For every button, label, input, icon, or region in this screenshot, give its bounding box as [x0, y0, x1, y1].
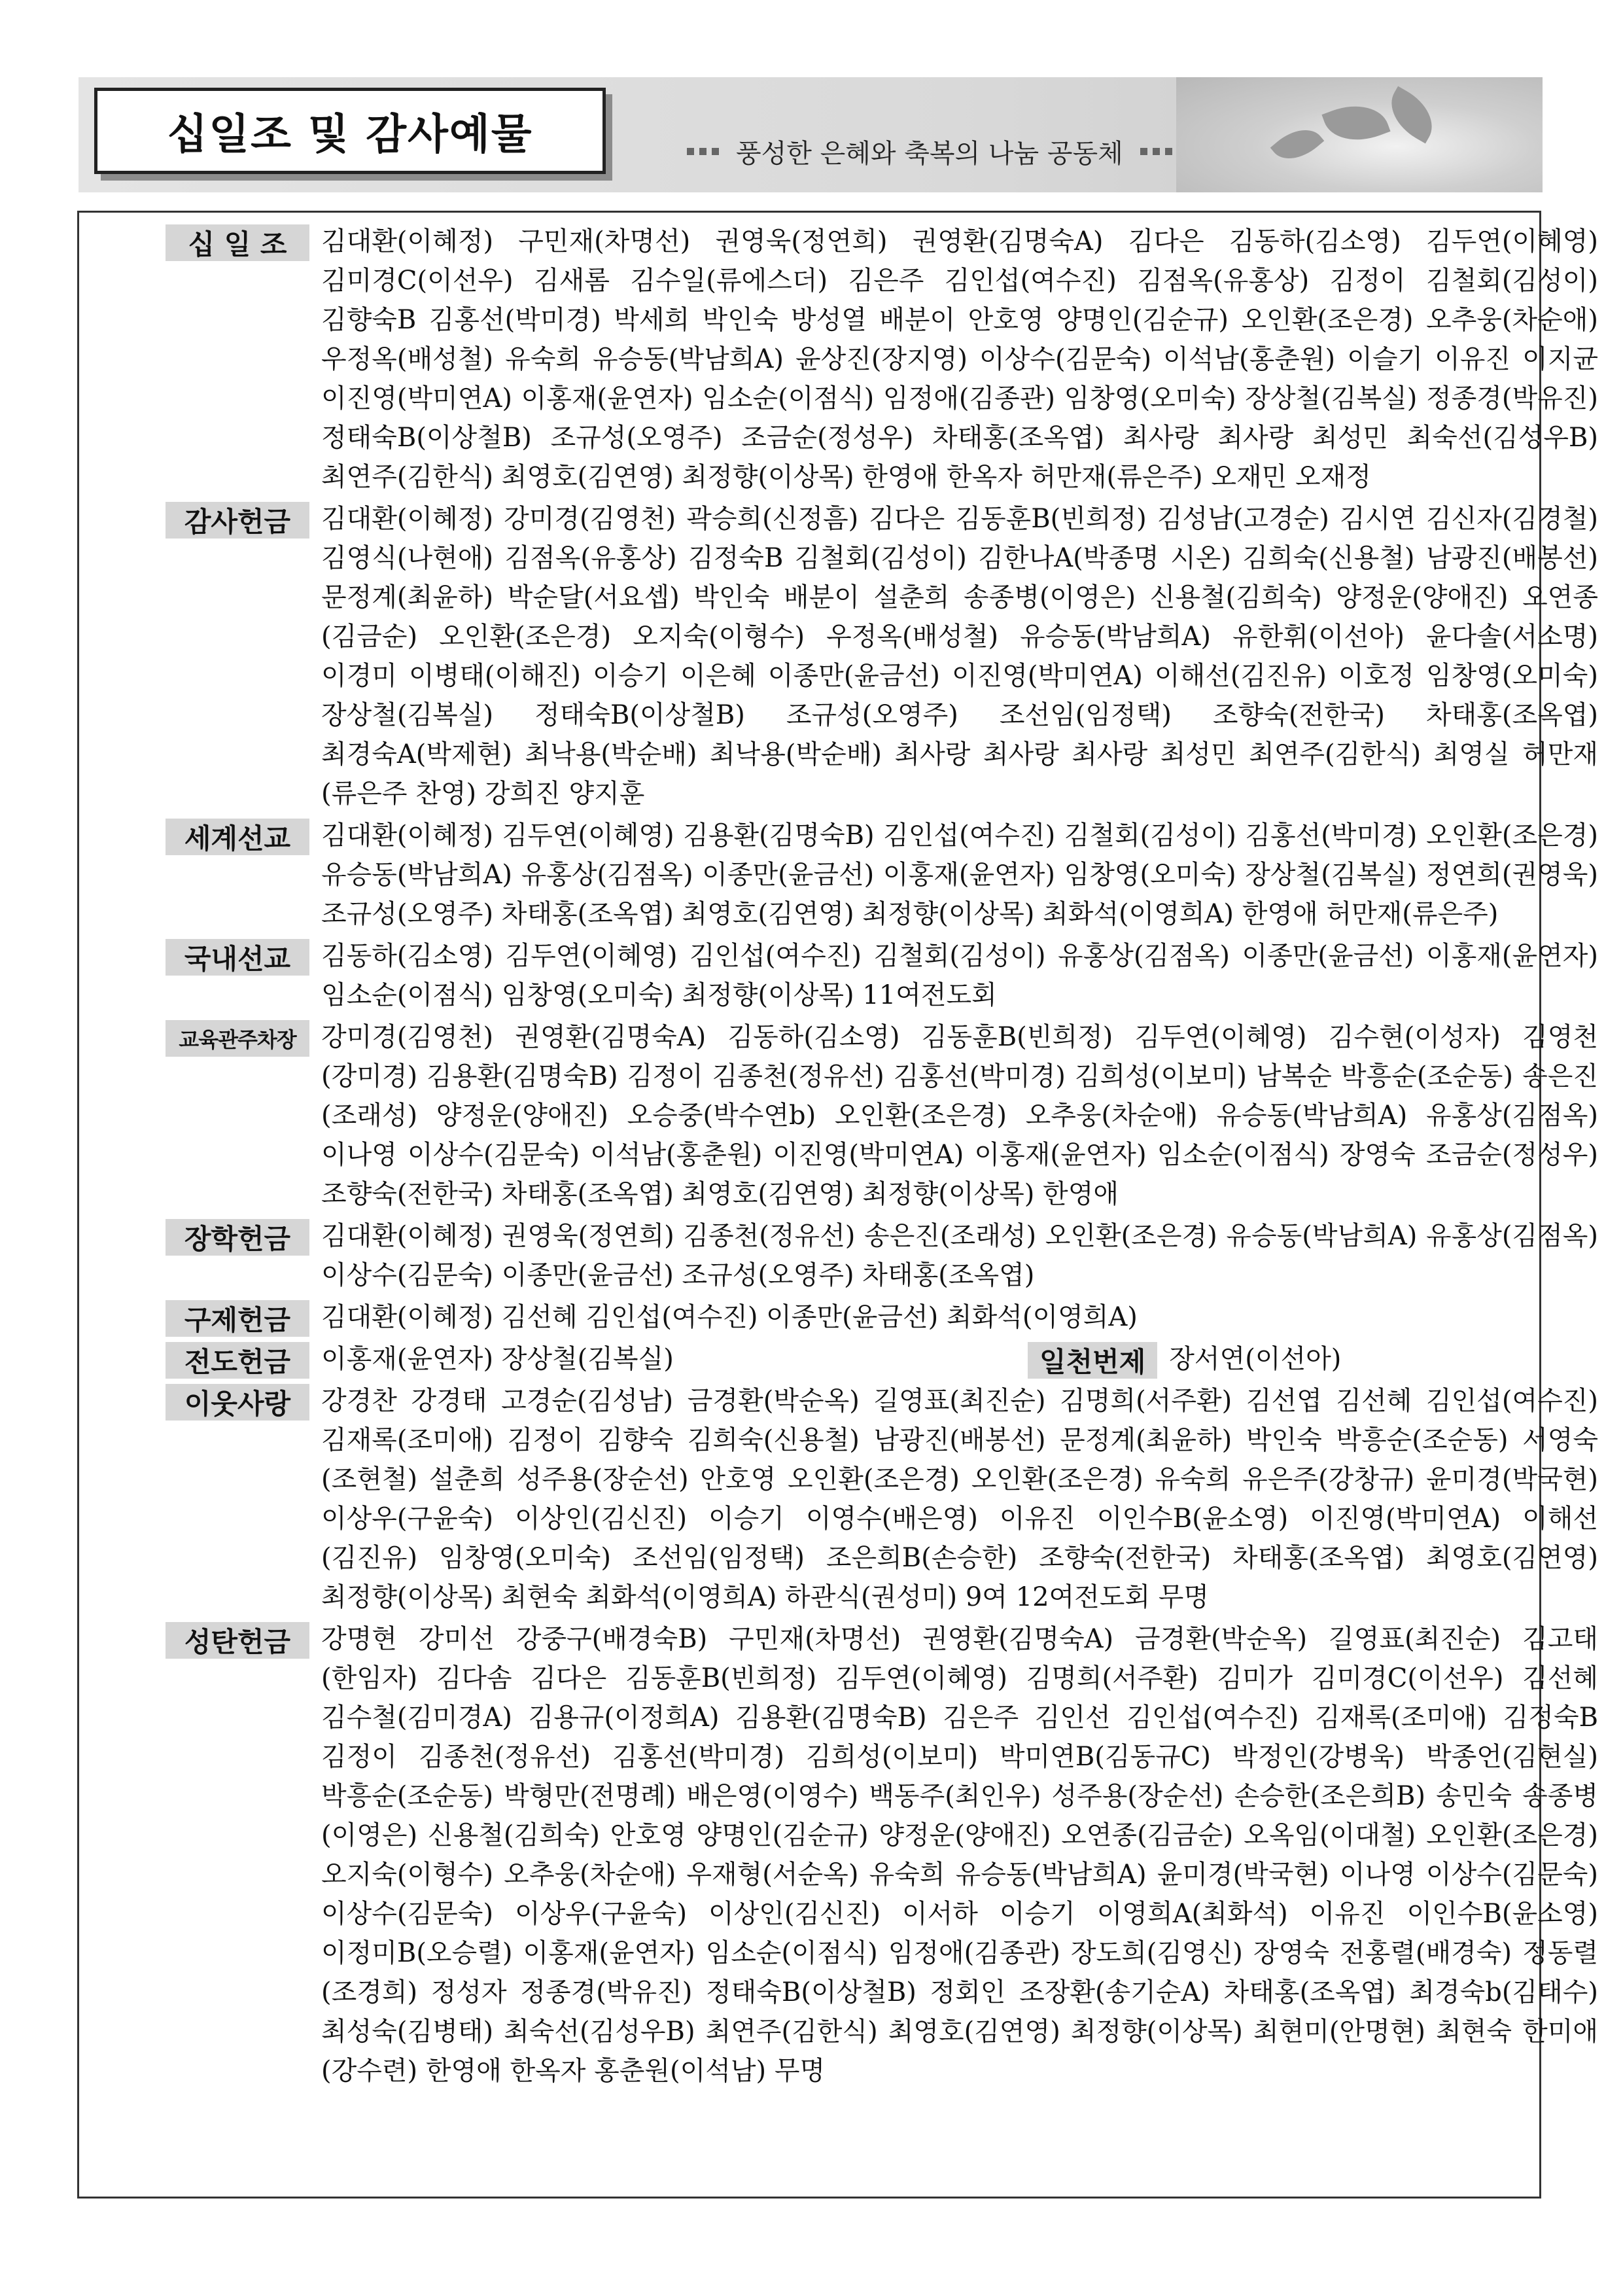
section-names: 김대환(이혜정) 김선혜 김인섭(여수진) 이종만(윤금선) 최화석(이영희A) [321, 1302, 1138, 1332]
section-evangelism-and-thousand [166, 1337, 1598, 1379]
section-label: 이웃사랑 [166, 1384, 309, 1421]
section-names: 강명현 강미선 강중구(배경숙B) 구민재(차명선) 권영환(김명숙A) 금경환(박순옥) 길영표(최진순) 김고태(한임자) 김다솜 김다은 김동훈B(빈희정) 김두연(이혜영) 김명희(서주환) 김미가 김미경C(이선우) 김선혜 김수철(김미경A) 김용규(이정희A) 김용환(김명숙B) 김은주 김인선 김인섭(여수진) 김재록(조미애) 김정숙B 김정이 김종천(정유선) 김홍선(박미경) 김희성(이보미) 박미연B(김동규C) 박정인(강병욱) 박종언(김현실) 박흥순(조순동) 박형만(전명례) 배은영(이영수) 백동주(최인우) 성주용(장순선) 손승한(조은희B) 송민숙 송종병(이영은) 신용철(김희숙) 안호영 양명인(김순규) 양정운(양애진) 오연종(김금순) 오옥임(이대철) 오인환(조은경) 오지숙(이형수) 오추웅(차순애) 우재형(서순옥) 유숙희 유승동(박남희A) 윤미경(박국현) 이나영 이상수(김문숙) 이상수(김문숙) 이상우(구윤숙) 이상인(김신진) 이서하 이승기 이영희A(최화석) 이유진 이인수B(윤소영) 이정미B(오승렬) 이홍재(윤연자) 임소순(이점식) 임정애(김종관) 장도희(김영신) 장영숙 전홍렬(배경숙) 정동렬(조경희) 정성자 정종경(박유진) 정태숙B(이상철B) 정회인 조장환(송기순A) 차태홍(조옥엽) 최경숙b(김태수) 최성숙(김병태) 최숙선(김성우B) 최연주(김한식) 최영호(김연영) 최정향(이상목) 최현미(안명현) 최현숙 한미애(강수련) 한영애 한옥자 홍춘원(이석남) 무명 [321, 1624, 1598, 2086]
section-label: 전도헌금 [166, 1342, 309, 1379]
section-label: 구제헌금 [166, 1300, 309, 1337]
section-christmas [166, 1617, 1598, 2091]
section-label: 국내선교 [166, 939, 309, 976]
section-scholarship [166, 1214, 1598, 1295]
section-names: 김대환(이혜정) 구민재(차명선) 권영욱(정연희) 권영환(김명숙A) 김다은 김동하(김소영) 김두연(이혜영) 김미경C(이선우) 김새롬 김수일(류에스더) 김은주 김인섭(여수진) 김점옥(유홍상) 김정이 김철회(김성이) 김향숙B 김홍선(박미경) 박세희 박인숙 방성열 배분이 안호영 양명인(김순규) 오인환(조은경) 오추웅(차순애) 우정옥(배성철) 유숙희 유승동(박남희A) 윤상진(장지영) 이상수(김문숙) 이석남(홍춘원) 이슬기 이유진 이지균 이진영(박미연A) 이홍재(윤연자) 임소순(이점식) 임정애(김종관) 임창영(오미숙) 장상철(김복실) 정종경(박유진) 정태숙B(이상철B) 조규성(오영주) 조금순(정성우) 차태홍(조옥엽) 최사랑 최사랑 최성민 최숙선(김성우B) 최연주(김한식) 최영호(김연영) 최정향(이상목) 한영애 한옥자 허만재(류은주) 오재민 오재정 [321, 226, 1598, 492]
offerings-list [166, 219, 1598, 2091]
section-label: 성탄헌금 [166, 1622, 309, 1659]
section-names: 이홍재(윤연자) 장상철(김복실) [321, 1344, 674, 1374]
section-tithe [166, 219, 1598, 497]
section-names: 김동하(김소영) 김두연(이혜영) 김인섭(여수진) 김철회(김성이) 유홍상(김점옥) 이종만(윤금선) 이홍재(윤연자) 임소순(이점식) 임창영(오미숙) 최정향(이상목) 11여전도회 [321, 941, 1598, 1010]
page-title: 십일조 및 감사예물 [167, 111, 533, 159]
leaf-shape [1270, 118, 1325, 170]
section-label: 감사헌금 [166, 502, 309, 539]
section-world-mission [166, 813, 1598, 934]
section-neighbor-love [166, 1379, 1598, 1617]
section-education-parking [166, 1015, 1598, 1214]
section-names: 강경찬 강경태 고경순(김성남) 금경환(박순옥) 길영표(최진순) 김명희(서주환) 김선엽 김선혜 김인섭(여수진) 김재록(조미애) 김정이 김향숙 김희숙(신용철) 남광진(배봉선) 문정계(최윤하) 박인숙 박흥순(조순동) 서영숙(조현철) 설춘희 성주용(장순선) 안호영 오인환(조은경) 오인환(조은경) 유숙희 유은주(강창규) 윤미경(박국현) 이상우(구윤숙) 이상인(김신진) 이승기 이영수(배은영) 이유진 이인수B(윤소영) 이진영(박미연A) 이해선(김진유) 임창영(오미숙) 조선임(임정택) 조은희B(손승한) 조향숙(전한국) 차태홍(조옥엽) 최영호(김연영) 최정향(이상목) 최현숙 최화석(이영희A) 하관식(권성미) 9여 12여전도회 무명 [321, 1386, 1598, 1612]
section-label: 일천번제 [1028, 1342, 1157, 1379]
section-label: 장학헌금 [166, 1219, 309, 1256]
section-names: 강미경(김영천) 권영환(김명숙A) 김동하(김소영) 김동훈B(빈희정) 김두연(이혜영) 김수현(이성자) 김영천(강미경) 김용환(김명숙B) 김정이 김종천(정유선) 김홍선(박미경) 김희성(이보미) 남복순 박흥순(조순동) 송은진(조래성) 양정운(양애진) 오승중(박수연b) 오인환(조은경) 오추웅(차순애) 유승동(박남희A) 유홍상(김점옥) 이나영 이상수(김문숙) 이석남(홍춘원) 이진영(박미연A) 이홍재(윤연자) 임소순(이점식) 장영숙 조금순(정성우) 조향숙(전한국) 차태홍(조옥엽) 최영호(김연영) 최정향(이상목) 한영애 [321, 1022, 1598, 1209]
seedling-photo [1176, 77, 1543, 192]
bullet-dots-icon [687, 148, 719, 155]
subtitle-row [687, 128, 1172, 174]
section-relief [166, 1295, 1598, 1337]
section-label: 세계선교 [166, 819, 309, 855]
section-label: 교육관주차장 [166, 1020, 309, 1057]
offerings-panel [77, 211, 1598, 2199]
section-domestic-mission [166, 934, 1598, 1015]
section-names: 장서연(이선아) [1169, 1344, 1342, 1374]
bullet-dots-icon [1140, 148, 1172, 155]
section-thanksgiving [166, 497, 1598, 813]
header-banner [79, 77, 1543, 192]
section-names: 김대환(이혜정) 권영욱(정연희) 김종천(정유선) 송은진(조래성) 오인환(조은경) 유승동(박남희A) 유홍상(김점옥) 이상수(김문숙) 이종만(윤금선) 조규성(오영주) 차태홍(조옥엽) [321, 1221, 1598, 1290]
title-box [94, 88, 606, 174]
section-label: 십 일 조 [166, 224, 309, 261]
leaf-shape [1321, 94, 1390, 151]
section-names: 김대환(이혜정) 김두연(이혜영) 김용환(김명숙B) 김인섭(여수진) 김철회(김성이) 김홍선(박미경) 오인환(조은경) 유승동(박남희A) 유홍상(김점옥) 이종만(윤금선) 이홍재(윤연자) 임창영(오미숙) 장상철(김복실) 정연희(권영욱) 조규성(오영주) 차태홍(조옥엽) 최영호(김연영) 최정향(이상목) 최화석(이영희A) 한영애 허만재(류은주) [321, 821, 1598, 929]
section-names: 김대환(이혜정) 강미경(김영천) 곽승희(신정흠) 김다은 김동훈B(빈희정) 김성남(고경순) 김시연 김신자(김경철) 김영식(나현애) 김점옥(유홍상) 김정숙B 김철회(김성이) 김한나A(박종명 시온) 김희숙(신용철) 남광진(배봉선) 문정계(최윤하) 박순달(서요셉) 박인숙 배분이 설춘희 송종병(이영은) 신용철(김희숙) 양정운(양애진) 오연종(김금순) 오인환(조은경) 오지숙(이형수) 우정옥(배성철) 유승동(박남희A) 유한휘(이선아) 윤다솔(서소명) 이경미 이병태(이해진) 이승기 이은혜 이종만(윤금선) 이진영(박미연A) 이해선(김진유) 이호정 임창영(오미숙) 장상철(김복실) 정태숙B(이상철B) 조규성(오영주) 조선임(임정택) 조향숙(전한국) 차태홍(조옥엽) 최경숙A(박제현) 최낙용(박순배) 최낙용(박순배) 최사랑 최사랑 최사랑 최성민 최연주(김한식) 최영실 허만재(류은주 찬영) 강희진 양지훈 [321, 504, 1598, 809]
leaf-shape [1380, 86, 1444, 144]
subtitle-text: 풍성한 은혜와 축복의 나눔 공동체 [736, 138, 1123, 169]
